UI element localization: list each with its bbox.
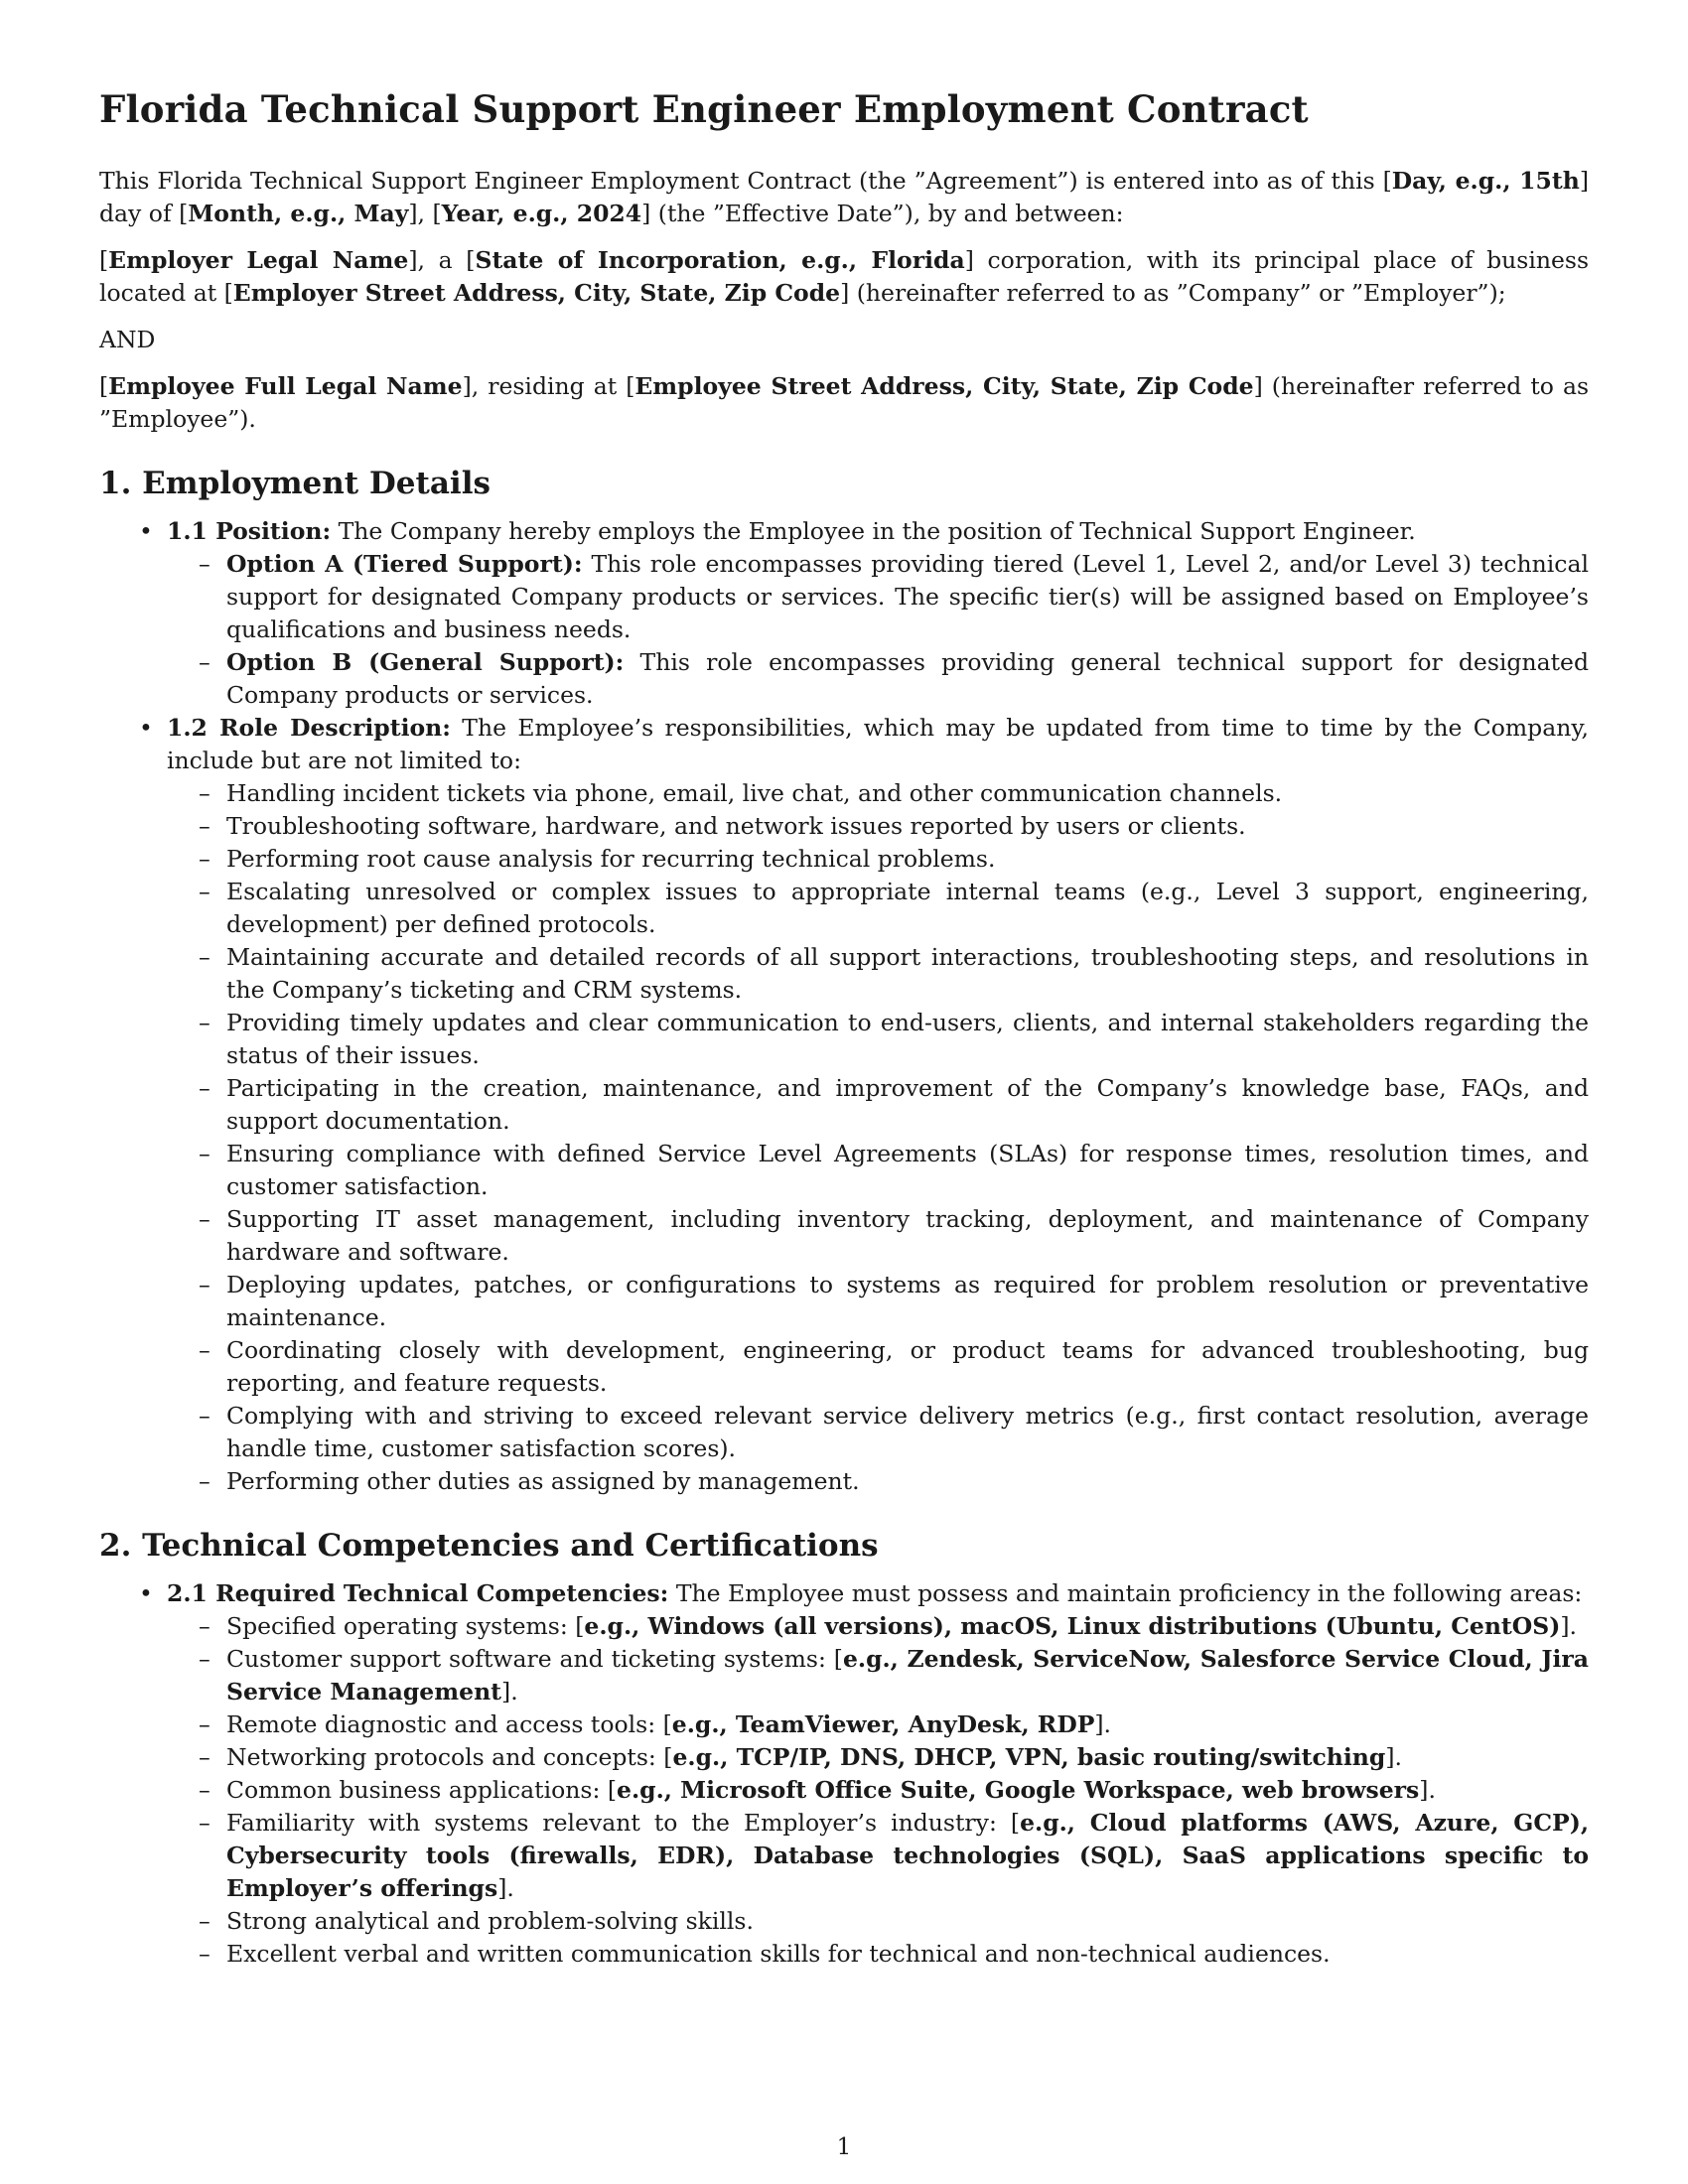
day-placeholder: Day, e.g., 15th xyxy=(1391,167,1580,195)
intro-text: ] (the ”Effective Date”), by and between: xyxy=(641,200,1124,227)
list-item xyxy=(226,1938,1589,1971)
contract-page xyxy=(99,87,1589,1971)
competency-placeholder: e.g., Cloud platforms (AWS, Azure, GCP), Cybersecurity tools (firewalls, EDR), Database technologies (SQL), SaaS applications specific to Employer’s offerings xyxy=(226,1809,1590,1902)
option-a-label: Option A (Tiered Support): xyxy=(226,550,583,578)
list-item: – Deploying updates, patches, or configurations to systems as required for problem resolution or preventative maintenance. xyxy=(226,1269,1589,1334)
competency-text: Common business applications: [ xyxy=(226,1776,617,1804)
option-a-item xyxy=(226,548,1589,646)
option-b-item xyxy=(226,646,1589,712)
list-item: – Handling incident tickets via phone, email, live chat, and other communication channels. xyxy=(226,777,1589,810)
intro-paragraph xyxy=(99,165,1589,230)
list-item xyxy=(226,1643,1589,1708)
competencies-list xyxy=(167,1610,1589,1971)
list-item: – Coordinating closely with development, engineering, or product teams for advanced troubleshooting, bug reporting, and feature requests. xyxy=(226,1334,1589,1400)
employer-address-placeholder: Employer Street Address, City, State, Zip Code xyxy=(232,279,841,307)
section-1-heading: 1. Employment Details xyxy=(99,466,491,501)
competency-text: Networking protocols and concepts: [ xyxy=(226,1743,673,1771)
list-item: – Maintaining accurate and detailed records of all support interactions, troubleshooting steps, and resolutions in the Company’s ticketing and CRM systems. xyxy=(226,941,1589,1007)
state-placeholder: State of Incorporation, e.g., Florida xyxy=(475,246,965,274)
option-b-label: Option B (General Support): xyxy=(226,648,625,676)
option-a-text: This role encompasses providing tiered (Level 1, Level 2, and/or Level 3) technical support for designated Company products or services. The specific tier(s) will be assigned based on Employee’s qualifications and business needs. xyxy=(226,550,1589,643)
employer-paragraph xyxy=(99,244,1589,310)
list-item: – Providing timely updates and clear communication to end-users, clients, and internal stakeholders regarding the status of their issues. xyxy=(226,1007,1589,1072)
list-item xyxy=(226,1807,1589,1905)
employee-text: [ xyxy=(99,372,109,400)
list-item: – Complying with and striving to exceed relevant service delivery metrics (e.g., first contact resolution, average handle time, customer satisfaction scores). xyxy=(226,1400,1589,1465)
competency-end: ]. xyxy=(1094,1710,1112,1738)
employer-text: ] (hereinafter referred to as ”Company” or ”Employer”); xyxy=(840,279,1506,307)
competency-end: ]. xyxy=(1560,1612,1577,1640)
list-item: – Supporting IT asset management, including inventory tracking, deployment, and maintenance of Company hardware and software. xyxy=(226,1203,1589,1269)
position-options xyxy=(167,548,1589,712)
position-item xyxy=(167,515,1589,712)
list-item: – Participating in the creation, maintenance, and improvement of the Company’s knowledge base, FAQs, and support documentation. xyxy=(226,1072,1589,1138)
competency-placeholder: e.g., Windows (all versions), macOS, Linux distributions (Ubuntu, CentOS) xyxy=(584,1612,1561,1640)
competency-end: ]. xyxy=(1385,1743,1402,1771)
position-label: 1.1 Position: xyxy=(167,517,332,545)
position-text: The Company hereby employs the Employee in the position of Technical Support Engineer. xyxy=(331,517,1416,545)
employer-text: [ xyxy=(99,246,109,274)
month-placeholder: Month, e.g., May xyxy=(188,200,409,227)
employee-text: ] (hereinafter referred to as ”Employee”). xyxy=(99,372,1590,433)
section-2-heading: 2. Technical Competencies and Certifications xyxy=(99,1528,879,1564)
competency-text: Remote diagnostic and access tools: [ xyxy=(226,1710,672,1738)
intro-text: ] day of [ xyxy=(99,167,1589,227)
competency-placeholder: e.g., Zendesk, ServiceNow, Salesforce Service Cloud, Jira Service Management xyxy=(226,1645,1589,1706)
competency-placeholder: e.g., TCP/IP, DNS, DHCP, VPN, basic routing/switching xyxy=(672,1743,1386,1771)
competency-text: Familiarity with systems relevant to the Employer’s industry: [ xyxy=(226,1809,1021,1837)
role-item xyxy=(167,712,1589,1498)
intro-text: ], [ xyxy=(408,200,442,227)
competency-text: Strong analytical and problem-solving skills. xyxy=(226,1907,754,1935)
list-item: – Troubleshooting software, hardware, and network issues reported by users or clients. xyxy=(226,810,1589,843)
list-item xyxy=(226,1610,1589,1643)
employee-paragraph xyxy=(99,370,1589,436)
competency-end: ]. xyxy=(497,1874,514,1902)
competency-text: Customer support software and ticketing systems: [ xyxy=(226,1645,843,1673)
option-b-text: This role encompasses providing general technical support for designated Company products or services. xyxy=(226,648,1589,709)
competency-text: Excellent verbal and written communication skills for technical and non-technical audiences. xyxy=(226,1940,1331,1968)
list-item: – Performing other duties as assigned by management. xyxy=(226,1465,1589,1498)
competency-placeholder: e.g., TeamViewer, AnyDesk, RDP xyxy=(671,1710,1095,1738)
employee-text: ], residing at [ xyxy=(462,372,635,400)
list-item xyxy=(226,1774,1589,1807)
employer-text: ], a [ xyxy=(408,246,476,274)
employee-address-placeholder: Employee Street Address, City, State, Zip Code xyxy=(634,372,1254,400)
section-1-list xyxy=(99,515,1589,1498)
role-responsibilities-list xyxy=(167,777,1589,1498)
competencies-item xyxy=(167,1577,1589,1971)
role-label: 1.2 Role Description: xyxy=(167,714,451,742)
competencies-label: 2.1 Required Technical Competencies: xyxy=(167,1579,669,1607)
page-number: 1 xyxy=(836,2134,852,2160)
year-placeholder: Year, e.g., 2024 xyxy=(441,200,642,227)
intro-text: This Florida Technical Support Engineer Employment Contract (the ”Agreement”) is entered into as of this [ xyxy=(99,167,1392,195)
list-item xyxy=(226,1708,1589,1741)
competencies-text: The Employee must possess and maintain proficiency in the following areas: xyxy=(668,1579,1583,1607)
list-item xyxy=(226,1741,1589,1774)
list-item xyxy=(226,1905,1589,1938)
list-item: – Ensuring compliance with defined Service Level Agreements (SLAs) for response times, resolution times, and customer satisfaction. xyxy=(226,1138,1589,1203)
list-item: – Performing root cause analysis for recurring technical problems. xyxy=(226,843,1589,876)
section-2-list xyxy=(99,1577,1589,1971)
employee-name-placeholder: Employee Full Legal Name xyxy=(108,372,463,400)
list-item: – Escalating unresolved or complex issues to appropriate internal teams (e.g., Level 3 support, engineering, development) per defined protocols. xyxy=(226,876,1589,941)
competency-text: Specified operating systems: [ xyxy=(226,1612,585,1640)
and-text: AND xyxy=(99,326,156,353)
document-title: Florida Technical Support Engineer Employment Contract xyxy=(99,87,1309,131)
employer-text: ] corporation, with its principal place of business located at [ xyxy=(99,246,1590,307)
competency-end: ]. xyxy=(1419,1776,1436,1804)
competency-placeholder: e.g., Microsoft Office Suite, Google Workspace, web browsers xyxy=(617,1776,1420,1804)
role-text: The Employee’s responsibilities, which may be updated from time to time by the Company, include but are not limited to: xyxy=(167,714,1589,774)
employer-name-placeholder: Employer Legal Name xyxy=(108,246,409,274)
competency-end: ]. xyxy=(501,1678,518,1706)
